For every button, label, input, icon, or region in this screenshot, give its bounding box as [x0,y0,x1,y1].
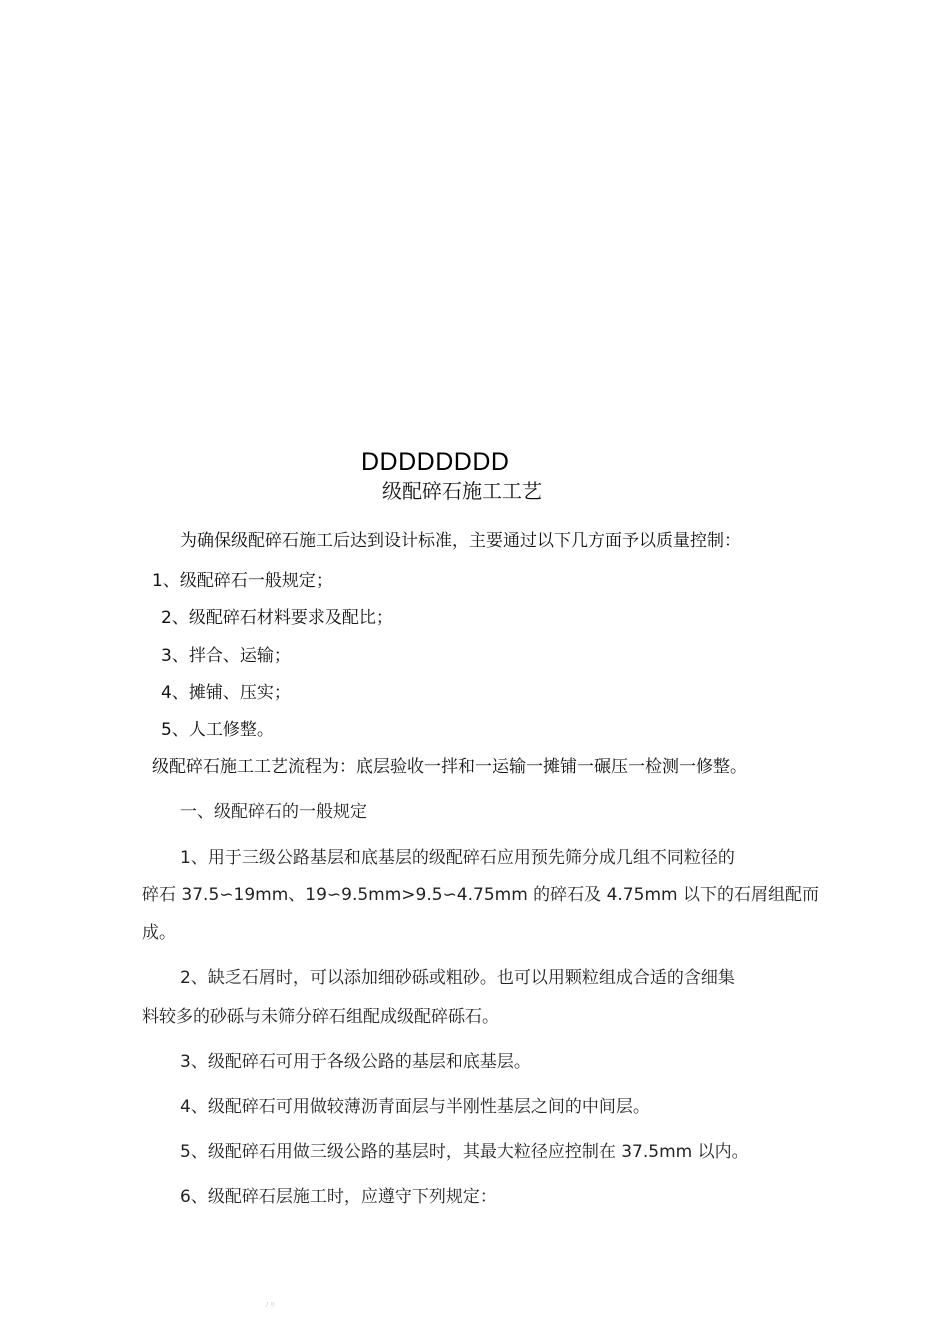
paragraph-5: 5、级配碎石用做三级公路的基层时，其最大粒径应控制在 37.5mm 以内。 [180,1142,749,1162]
list-item: 1、级配碎石一般规定； [152,571,333,591]
footer-mark: ﾉ ﾘ [265,1301,275,1309]
paragraph-1-line-1: 1、用于三级公路基层和底基层的级配碎石应用预先筛分成几组不同粒径的 [180,848,735,868]
intro-paragraph: 为确保级配碎石施工后达到设计标准，主要通过以下几方面予以质量控制： [180,531,741,551]
list-item: 5、人工修整。 [161,720,274,740]
list-item: 3、拌合、运输； [161,646,291,666]
section-heading: 一、级配碎石的一般规定 [180,802,367,822]
list-item: 2、级配碎石材料要求及配比； [161,608,393,628]
paragraph-2-line-1: 2、缺乏石屑时，可以添加细砂砾或粗砂。也可以用颗粒组成合适的含细集 [180,968,735,988]
paragraph-6: 6、级配碎石层施工时，应遵守下列规定： [180,1187,497,1207]
paragraph-3: 3、级配碎石可用于各级公路的基层和底基层。 [180,1052,531,1072]
list-item: 4、摊铺、压实； [161,683,291,703]
document-title: 级配碎石施工工艺 [382,479,542,503]
document-code-heading: DDDDDDDD [361,448,510,476]
paragraph-1-line-3: 成。 [142,923,176,943]
paragraph-2-line-2: 料较多的砂砾与未筛分碎石组配成级配碎砾石。 [142,1007,499,1027]
paragraph-1-line-2: 碎石 37.5∽19mm、19∽9.5mm>9.5∽4.75mm 的碎石及 4.75mm 以下的石屑组配而 [142,885,819,905]
process-flow-text: 级配碎石施工工艺流程为：底层验收一拌和一运输一摊铺一碾压一检测一修整。 [152,757,747,777]
paragraph-4: 4、级配碎石可用做较薄沥青面层与半刚性基层之间的中间层。 [180,1097,650,1117]
